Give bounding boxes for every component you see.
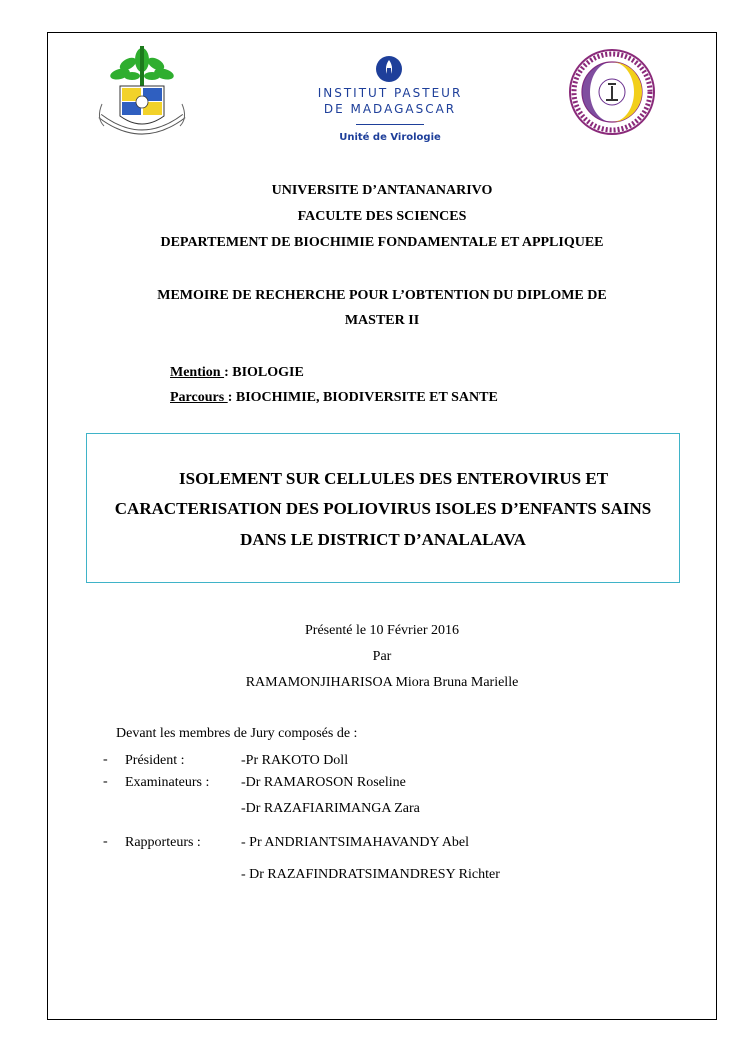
- author-name: RAMAMONJIHARISOA Miora Bruna Marielle: [245, 675, 519, 690]
- rapporteurs-role: Rapporteurs :: [125, 835, 201, 850]
- pasteur-name-line2: DE MADAGASCAR: [323, 102, 457, 116]
- mention-value: : BIOLOGIE: [224, 365, 304, 380]
- bullet-rapporteurs: -: [103, 834, 108, 849]
- parcours-value: : BIOCHIMIE, BIODIVERSITE ET SANTE: [227, 390, 498, 405]
- university-name: UNIVERSITE D’ANTANANARIVO: [271, 183, 493, 198]
- pasteur-unit: Unité de Virologie: [339, 132, 441, 143]
- presentation-par: Par: [372, 649, 392, 664]
- department-name: DEPARTEMENT DE BIOCHIMIE FONDAMENTALE ET APPLIQUEE: [160, 235, 604, 250]
- thesis-title-line2: CARACTERISATION DES POLIOVIRUS ISOLES D’ENFANTS SAINS: [114, 499, 652, 518]
- parcours-row: [170, 390, 498, 406]
- jury-intro: Devant les membres de Jury composés de :: [116, 726, 358, 741]
- bullet-president: -: [103, 752, 108, 767]
- pasteur-name-line1: INSTITUT PASTEUR: [317, 86, 463, 100]
- mention-row: [170, 365, 304, 381]
- thesis-title-line1: ISOLEMENT SUR CELLULES DES ENTEROVIRUS ET: [179, 469, 609, 488]
- faculty-seal-logo: [566, 46, 658, 138]
- examinateur-member-2: -Dr RAZAFIARIMANGA Zara: [241, 801, 420, 816]
- mention-label: Mention: [170, 365, 225, 380]
- rapporteur-member-2: - Dr RAZAFINDRATSIMANDRESY Richter: [241, 867, 500, 882]
- bullet-examinateurs: -: [103, 774, 108, 789]
- faculty-name: FACULTE DES SCIENCES: [297, 209, 467, 224]
- memoire-line1: MEMOIRE DE RECHERCHE POUR L’OBTENTION DU DIPLOME DE: [157, 288, 607, 303]
- university-emblem-logo: [92, 38, 192, 146]
- parcours-label: Parcours: [170, 390, 228, 405]
- examinateurs-role: Examinateurs :: [125, 775, 210, 790]
- rapporteur-member-1: - Pr ANDRIANTSIMAHAVANDY Abel: [241, 835, 470, 850]
- thesis-title-line3: DANS LE DISTRICT D’ANALALAVA: [240, 530, 526, 549]
- pasteur-emblem-icon: [374, 54, 404, 84]
- president-member: -Pr RAKOTO Doll: [241, 753, 349, 768]
- president-role: Président :: [125, 753, 185, 768]
- memoire-line2: MASTER II: [344, 313, 420, 328]
- pasteur-divider: [356, 124, 424, 125]
- presentation-date: Présenté le 10 Février 2016: [305, 623, 459, 638]
- examinateur-member-1: -Dr RAMAROSON Roseline: [241, 775, 406, 790]
